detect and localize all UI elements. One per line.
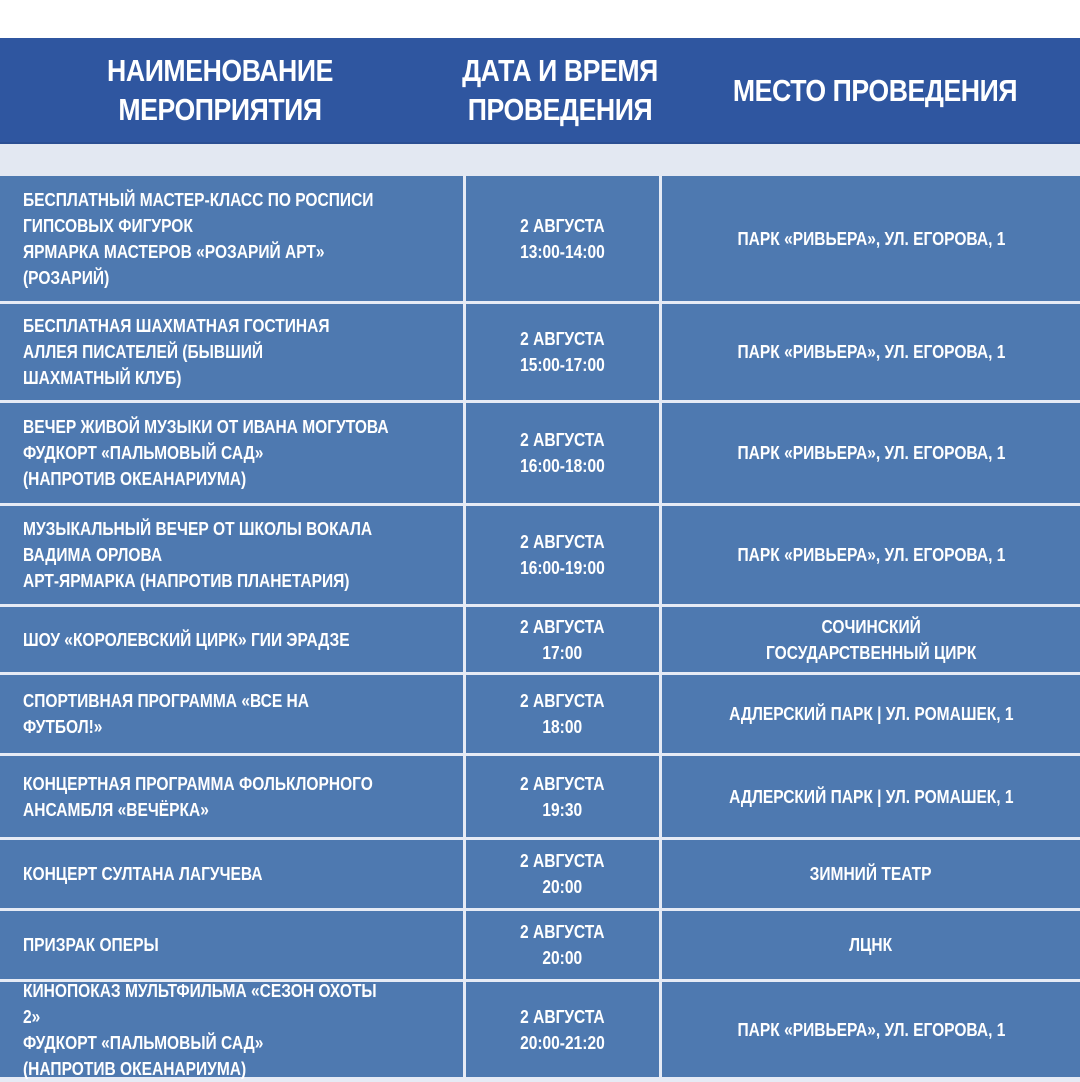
- event-name: КИНОПОКАЗ МУЛЬТФИЛЬМА «СЕЗОН ОХОТЫ 2» ФУДКОРТ «ПАЛЬМОВЫЙ САД» (НАПРОТИВ ОКЕАНАРИУМА): [23, 979, 377, 1079]
- event-date-cell: [466, 304, 659, 400]
- header-venue: МЕСТО ПРОВЕДЕНИЯ: [732, 72, 1018, 108]
- table-row: [0, 675, 1080, 756]
- event-venue: ПАРК «РИВЬЕРА», УЛ. ЕГОРОВА, 1: [737, 544, 1005, 565]
- event-name: ПРИЗРАК ОПЕРЫ: [23, 934, 159, 955]
- event-venue: ЗИМНИЙ ТЕАТР: [810, 863, 932, 884]
- header-event-name: НАИМЕНОВАНИЕ МЕРОПРИЯТИЯ: [107, 53, 333, 127]
- event-date-cell: [466, 403, 659, 503]
- event-venue: ПАРК «РИВЬЕРА», УЛ. ЕГОРОВА, 1: [737, 227, 1005, 249]
- header-spacer: [0, 144, 1080, 176]
- event-name: СПОРТИВНАЯ ПРОГРАММА «ВСЕ НА ФУТБОЛ!»: [23, 690, 309, 737]
- table-row: [0, 756, 1080, 840]
- top-white-strip: [0, 0, 1080, 38]
- event-name-cell: [0, 756, 463, 837]
- event-name: БЕСПЛАТНАЯ ШАХМАТНАЯ ГОСТИНАЯ АЛЛЕЯ ПИСАТЕЛЕЙ (БЫВШИЙ ШАХМАТНЫЙ КЛУБ): [23, 315, 330, 388]
- event-name-cell: [0, 675, 463, 753]
- event-name-cell: [0, 176, 463, 301]
- event-name: ВЕЧЕР ЖИВОЙ МУЗЫКИ ОТ ИВАНА МОГУТОВА ФУДКОРТ «ПАЛЬМОВЫЙ САД» (НАПРОТИВ ОКЕАНАРИУМА): [23, 416, 389, 489]
- event-name-cell: [0, 911, 463, 979]
- event-name-cell: [0, 506, 463, 604]
- event-name: КОНЦЕРТНАЯ ПРОГРАММА ФОЛЬКЛОРНОГО АНСАМБЛЯ «ВЕЧЁРКА»: [23, 772, 373, 820]
- table-row: [0, 911, 1080, 982]
- event-venue: ПАРК «РИВЬЕРА», УЛ. ЕГОРОВА, 1: [737, 341, 1005, 362]
- event-date: 2 АВГУСТА 17:00: [520, 615, 605, 663]
- event-name-cell: [0, 979, 463, 1079]
- table-row: [0, 176, 1080, 304]
- event-venue: АДЛЕРСКИЙ ПАРК | УЛ. РОМАШЕК, 1: [728, 785, 1014, 807]
- table-row: [0, 304, 1080, 403]
- event-name-cell: [0, 403, 463, 503]
- event-date-cell: [466, 756, 659, 837]
- event-date: 2 АВГУСТА 13:00-14:00: [520, 214, 605, 262]
- event-venue-cell: [662, 982, 1080, 1077]
- event-venue: ЛЦНК: [849, 934, 893, 955]
- event-date: 2 АВГУСТА 20:00-21:20: [520, 1005, 605, 1053]
- event-date: 2 АВГУСТА 20:00: [520, 850, 605, 897]
- event-venue-cell: [662, 506, 1080, 604]
- event-venue: СОЧИНСКИЙ ГОСУДАРСТВЕННЫЙ ЦИРК: [765, 615, 977, 663]
- event-name: БЕСПЛАТНЫЙ МАСТЕР-КЛАСС ПО РОСПИСИ ГИПСОВЫХ ФИГУРОК ЯРМАРКА МАСТЕРОВ «РОЗАРИЙ АРТ» (РОЗАРИЙ): [23, 188, 374, 288]
- event-venue-cell: [662, 911, 1080, 979]
- event-name: КОНЦЕРТ СУЛТАНА ЛАГУЧЕВА: [23, 863, 263, 884]
- event-date: 2 АВГУСТА 16:00-18:00: [520, 429, 605, 476]
- event-date-cell: [466, 911, 659, 979]
- event-venue-cell: [662, 304, 1080, 400]
- event-date-cell: [466, 176, 659, 301]
- event-name-cell: [0, 304, 463, 400]
- event-date: 2 АВГУСТА 15:00-17:00: [520, 328, 605, 375]
- event-date-cell: [466, 506, 659, 604]
- event-venue-cell: [662, 176, 1080, 301]
- event-date: 2 АВГУСТА 18:00: [520, 690, 605, 737]
- event-date-cell: [466, 840, 659, 908]
- event-name: ШОУ «КОРОЛЕВСКИЙ ЦИРК» ГИИ ЭРАДЗЕ: [23, 628, 350, 650]
- header-date-time: ДАТА И ВРЕМЯ ПРОВЕДЕНИЯ: [462, 53, 658, 127]
- event-venue-cell: [662, 840, 1080, 908]
- event-date: 2 АВГУСТА 19:30: [520, 772, 605, 820]
- event-venue-cell: [662, 403, 1080, 503]
- event-date: 2 АВГУСТА 20:00: [520, 921, 605, 968]
- event-venue: АДЛЕРСКИЙ ПАРК | УЛ. РОМАШЕК, 1: [728, 703, 1014, 724]
- event-venue-cell: [662, 607, 1080, 672]
- event-date-cell: [466, 675, 659, 753]
- table-row: [0, 506, 1080, 607]
- event-date-cell: [466, 982, 659, 1077]
- table-row: [0, 979, 1080, 1080]
- table-row: [0, 403, 1080, 506]
- event-venue-cell: [662, 675, 1080, 753]
- event-date: 2 АВГУСТА 16:00-19:00: [520, 531, 605, 578]
- event-venue: ПАРК «РИВЬЕРА», УЛ. ЕГОРОВА, 1: [737, 442, 1005, 463]
- event-name-cell: [0, 607, 463, 672]
- event-name: МУЗЫКАЛЬНЫЙ ВЕЧЕР ОТ ШКОЛЫ ВОКАЛА ВАДИМА ОРЛОВА АРТ-ЯРМАРКА (НАПРОТИВ ПЛАНЕТАРИЯ): [23, 518, 373, 591]
- table-header: [0, 38, 1080, 144]
- table-row: [0, 607, 1080, 675]
- table-row: [0, 840, 1080, 911]
- event-date-cell: [466, 607, 659, 672]
- event-venue: ПАРК «РИВЬЕРА», УЛ. ЕГОРОВА, 1: [737, 1018, 1005, 1040]
- event-venue-cell: [662, 756, 1080, 837]
- event-name-cell: [0, 840, 463, 908]
